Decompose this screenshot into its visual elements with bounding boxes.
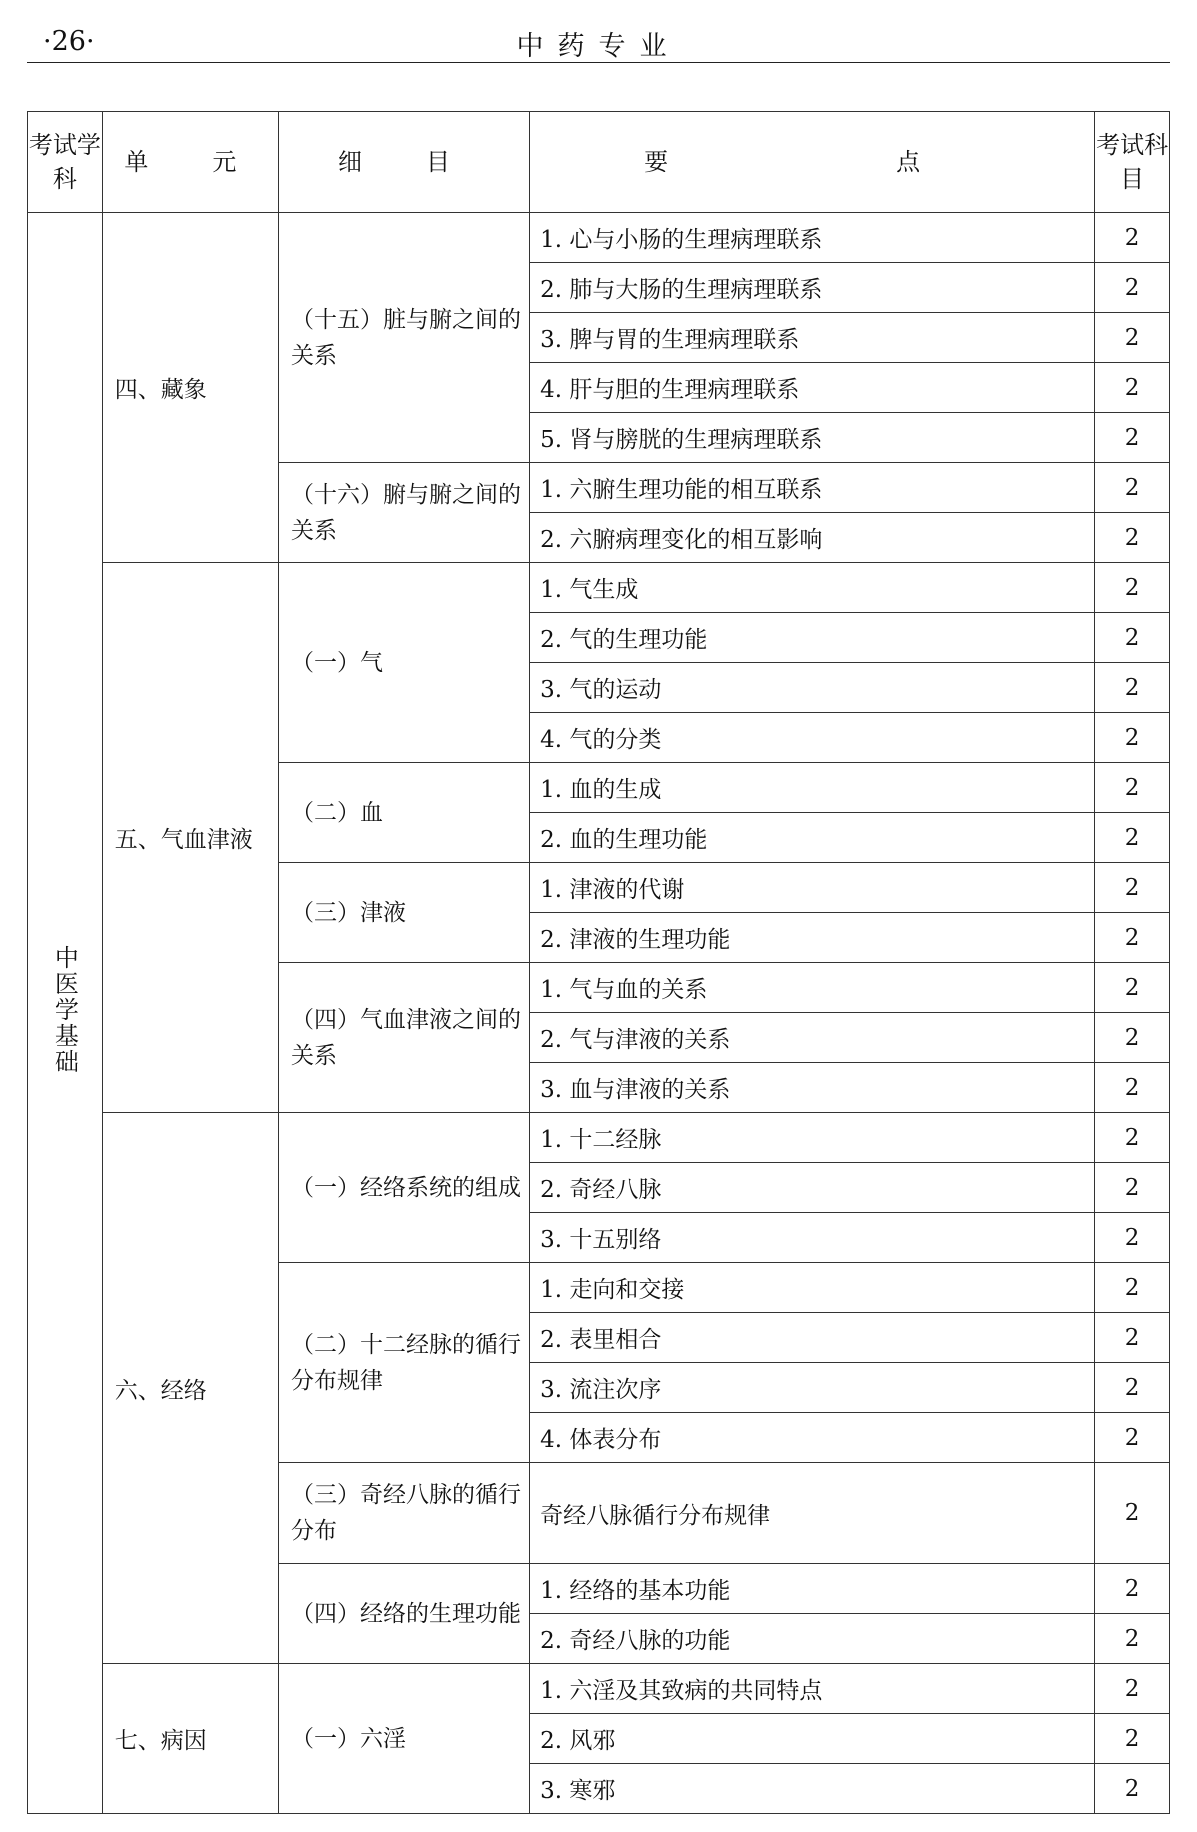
header-unit: 单 元 [102,112,278,213]
unit-cell: 五、气血津液 [102,563,278,1113]
table-row [28,1664,1170,1714]
exam-subject-cell: 2 [1095,213,1170,263]
point-cell: 4. 体表分布 [530,1413,1095,1463]
point-cell: 1. 十二经脉 [530,1113,1095,1163]
point-cell: 3. 血与津液的关系 [530,1063,1095,1113]
point-cell: 2. 表里相合 [530,1313,1095,1363]
table-row [28,563,1170,613]
exam-subject-cell: 2 [1095,1013,1170,1063]
header-points: 要 点 [530,112,1095,213]
exam-subject-cell: 2 [1095,413,1170,463]
point-cell: 1. 六淫及其致病的共同特点 [530,1664,1095,1714]
point-cell: 奇经八脉循行分布规律 [530,1463,1095,1564]
point-cell: 2. 气的生理功能 [530,613,1095,663]
point-cell: 2. 奇经八脉的功能 [530,1614,1095,1664]
unit-cell: 六、经络 [102,1113,278,1664]
point-cell: 2. 血的生理功能 [530,813,1095,863]
detail-cell: （十六）腑与腑之间的关系 [279,463,530,563]
point-cell: 4. 气的分类 [530,713,1095,763]
exam-subject-cell: 2 [1095,1063,1170,1113]
point-cell: 1. 心与小肠的生理病理联系 [530,213,1095,263]
exam-subject-cell: 2 [1095,1163,1170,1213]
exam-subject-cell: 2 [1095,1463,1170,1564]
subject-label: 中医学基础 [50,945,79,1075]
detail-cell: （三）津液 [279,863,530,963]
point-cell: 2. 六腑病理变化的相互影响 [530,513,1095,563]
detail-cell: （一）经络系统的组成 [279,1113,530,1263]
point-cell: 1. 血的生成 [530,763,1095,813]
table-row [28,213,1170,263]
exam-subject-cell: 2 [1095,563,1170,613]
point-cell: 1. 六腑生理功能的相互联系 [530,463,1095,513]
page-number: ·26· [43,26,95,57]
point-cell: 2. 风邪 [530,1714,1095,1764]
exam-subject-cell: 2 [1095,1263,1170,1313]
point-cell: 1. 气生成 [530,563,1095,613]
detail-cell: （十五）脏与腑之间的关系 [279,213,530,463]
point-cell: 1. 气与血的关系 [530,963,1095,1013]
table-row [28,1113,1170,1163]
point-cell: 3. 寒邪 [530,1764,1095,1814]
exam-subject-cell: 2 [1095,1313,1170,1363]
detail-cell: （二）十二经脉的循行分布规律 [279,1263,530,1463]
exam-subject-cell: 2 [1095,713,1170,763]
exam-subject-cell: 2 [1095,863,1170,913]
detail-cell: （三）奇经八脉的循行分布 [279,1463,530,1564]
point-cell: 1. 津液的代谢 [530,863,1095,913]
table-header-row [28,112,1170,213]
exam-subject-cell: 2 [1095,1764,1170,1814]
syllabus-table [27,111,1170,1814]
exam-subject-cell: 2 [1095,363,1170,413]
page-title: 中药专业 [516,31,681,62]
table-body [28,213,1170,1814]
point-cell: 2. 奇经八脉 [530,1163,1095,1213]
exam-subject-cell: 2 [1095,1664,1170,1714]
point-cell: 5. 肾与膀胱的生理病理联系 [530,413,1095,463]
exam-subject-cell: 2 [1095,663,1170,713]
detail-cell: （二）血 [279,763,530,863]
exam-subject-cell: 2 [1095,513,1170,563]
header-exam-subject: 考试科目 [1095,112,1170,213]
exam-subject-cell: 2 [1095,313,1170,363]
exam-subject-cell: 2 [1095,613,1170,663]
detail-cell: （一）气 [279,563,530,763]
header-divider [27,62,1170,63]
exam-subject-cell: 2 [1095,813,1170,863]
exam-subject-cell: 2 [1095,1614,1170,1664]
exam-subject-cell: 2 [1095,1113,1170,1163]
exam-subject-cell: 2 [1095,963,1170,1013]
subject-cell [28,213,103,1814]
detail-cell: （一）六淫 [279,1664,530,1814]
point-cell: 4. 肝与胆的生理病理联系 [530,363,1095,413]
point-cell: 2. 肺与大肠的生理病理联系 [530,263,1095,313]
unit-cell: 七、病因 [102,1664,278,1814]
exam-subject-cell: 2 [1095,1213,1170,1263]
point-cell: 3. 流注次序 [530,1363,1095,1413]
page-header [27,18,1170,64]
header-subject: 考试学科 [28,112,103,213]
exam-subject-cell: 2 [1095,463,1170,513]
exam-subject-cell: 2 [1095,913,1170,963]
exam-subject-cell: 2 [1095,263,1170,313]
point-cell: 3. 十五别络 [530,1213,1095,1263]
point-cell: 1. 经络的基本功能 [530,1564,1095,1614]
detail-cell: （四）气血津液之间的关系 [279,963,530,1113]
point-cell: 3. 气的运动 [530,663,1095,713]
point-cell: 2. 气与津液的关系 [530,1013,1095,1063]
point-cell: 2. 津液的生理功能 [530,913,1095,963]
exam-subject-cell: 2 [1095,1564,1170,1614]
exam-subject-cell: 2 [1095,1714,1170,1764]
point-cell: 1. 走向和交接 [530,1263,1095,1313]
header-detail: 细 目 [279,112,530,213]
detail-cell: （四）经络的生理功能 [279,1564,530,1664]
exam-subject-cell: 2 [1095,1363,1170,1413]
unit-cell: 四、藏象 [102,213,278,563]
exam-subject-cell: 2 [1095,1413,1170,1463]
point-cell: 3. 脾与胃的生理病理联系 [530,313,1095,363]
exam-subject-cell: 2 [1095,763,1170,813]
